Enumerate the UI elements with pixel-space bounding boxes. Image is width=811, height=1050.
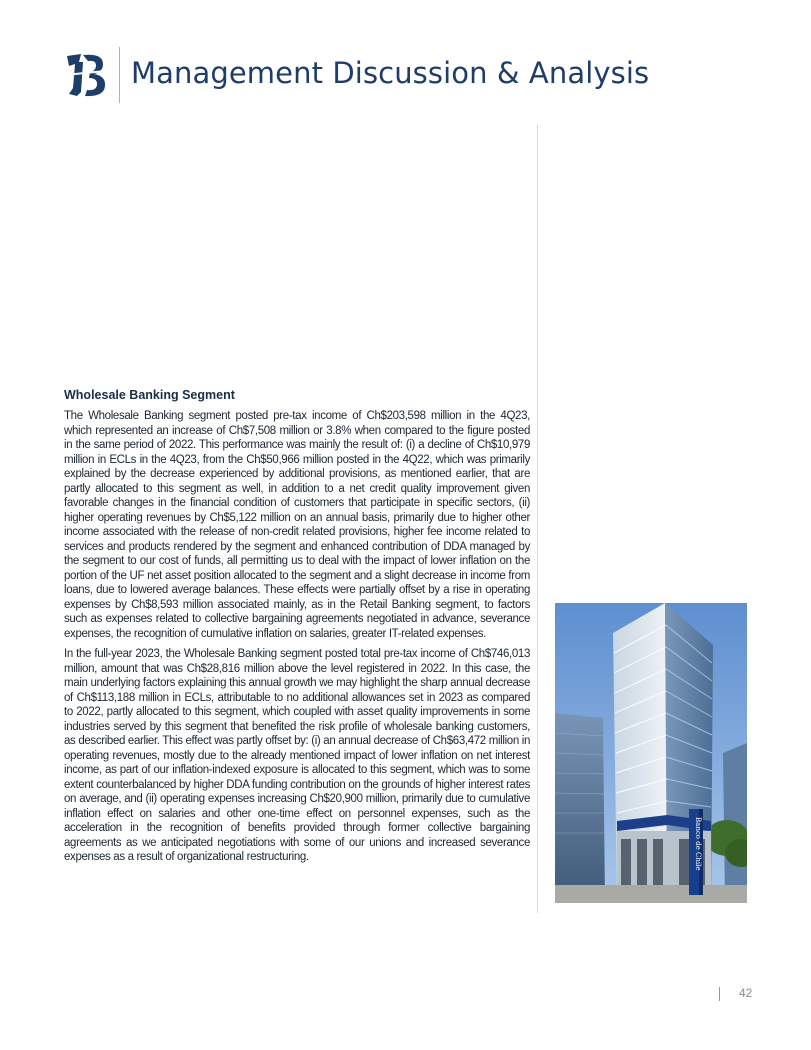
- paragraph-full-year: In the full-year 2023, the Wholesale Banking segment posted total pre-tax income of Ch$746,013 million, amount that was Ch$28,816 million above the level registered in 2022. In this case, the main underlying factors explaining this annual growth we may highlight the sharp annual decrease of Ch$113,188 million in ECLs, attributable to no additional allowances set in 2023 as compared to 2022, partly allocated to this segment, which coupled with asset quality improvements in some industries served by this segment that benefited the risk profile of wholesale banking customers, as described earlier. This effect was partly offset by: (i) an annual decrease of Ch$63,472 million in operating revenues, mostly due to the already mentioned impact of lower inflation on net interest income, as part of our inflation-indexed exposure is allocated to this segment, which was to some extent counterbalanced by higher DDA funding contribution on the grounds of higher interest rates on average, and (ii) operating expenses increasing Ch$20,900 million, primarily due to cumulative inflation effect on salaries and other one-time effect on personnel expenses, such as the acceleration in the recognition of benefits provided through former collective bargaining agreements as we anticipated negotiations with some of our unions and increased severance expenses as a result of organizational restructuring.: [64, 648, 530, 863]
- section-heading: Wholesale Banking Segment: [64, 388, 235, 402]
- page-title: Management Discussion & Analysis: [131, 56, 650, 90]
- banco-de-chile-logo-icon: [63, 52, 107, 98]
- building-sign-text: Banco de Chile: [694, 817, 702, 871]
- footer-divider: [719, 987, 720, 1001]
- column-divider: [537, 125, 538, 913]
- page-number: 42: [739, 986, 753, 1000]
- paragraph-quarterly: The Wholesale Banking segment posted pre-tax income of Ch$203,598 million in the 4Q23, which represented an increase of Ch$7,508 million or 3.8% when compared to the figure posted in the same period of 2022. This performance was mainly the result of: (i) a decline of Ch$10,979 million in ECLs in the 4Q23, from the Ch$50,966 million posted in the 4Q22, which was primarily explained by the decrease experienced by additional provisions, as mentioned earlier, that are partly allocated to this segment as well, in addition to a net credit quality improvement given favorable changes in the financial condition of customers that participate in specific sectors, (ii) higher operating revenues by Ch$5,122 million on an annual basis, primarily due to higher other income associated with the release of non-credit related provisions, higher fee income related to services and products rendered by the segment and enhanced contribution of DDA managed by the segment to our cost of funds, all permitting us to deal with the impact of lower inflation on the portion of the UF net asset position allocated to the segment and a slight decrease in income from loans, due to lowered average balances. These effects were partially offset by a rise in operating expenses by Ch$8,593 million associated mainly, as in the Retail Banking segment, to factors such as expenses related to collective bargaining agreements negotiated in advance, severance expenses, the recognition of cumulative inflation on salaries, greater IT-related expenses.: [64, 410, 530, 640]
- header-divider: [119, 47, 120, 103]
- wholesale-banking-section: [64, 388, 530, 871]
- office-building-photo: [555, 603, 747, 903]
